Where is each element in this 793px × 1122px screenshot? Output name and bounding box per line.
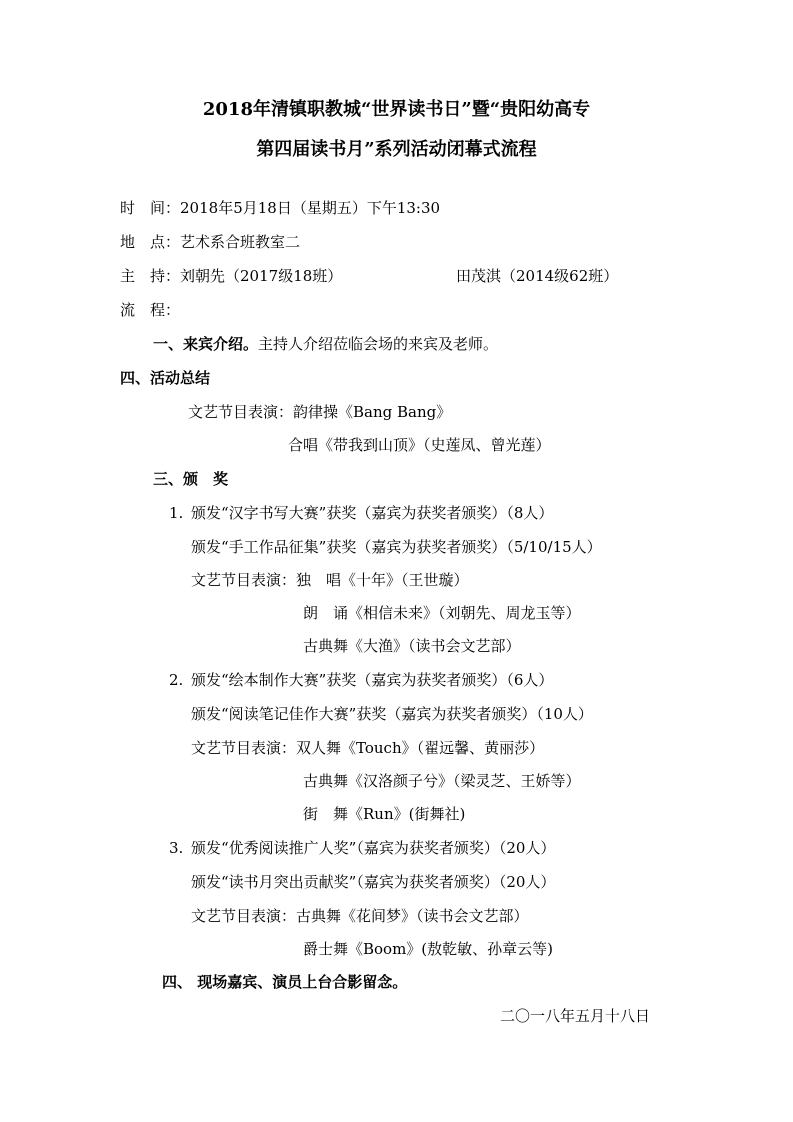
group-1-number: 1. <box>169 504 184 522</box>
host-1: 刘朝先（2017级18班） <box>180 267 343 285</box>
section-2-heading: 四、活动总结 <box>120 369 211 387</box>
time-row <box>120 198 440 218</box>
group-2-performance-1: 双人舞《Touch》（翟远馨、黄丽莎） <box>296 739 545 757</box>
time-value: 2018年5月18日（星期五）下午13:30 <box>180 199 441 217</box>
group-1-performance-1: 独 唱《十年》（王世璇） <box>296 571 469 589</box>
host-row <box>120 266 342 286</box>
section-1-text: 主持人介绍莅临会场的来宾及老师。 <box>258 335 499 353</box>
place-row <box>120 232 300 252</box>
section-2-performance-1: 文艺节目表演：韵律操《Bang Bang》 <box>188 403 452 421</box>
group-1-performance-row <box>191 570 469 590</box>
flow-label: 流 程： <box>120 301 181 319</box>
section-guest-intro <box>153 334 498 354</box>
section-2-performance-2: 合唱《带我到山顶》（史莲凤、曾光莲） <box>288 436 551 454</box>
group-3-performance-2: 爵士舞《Boom》(敖乾敏、孙章云等) <box>303 940 554 958</box>
host-label: 主 持： <box>120 267 181 285</box>
group-2-performance-2: 古典舞《汉洛颜子兮》（梁灵芝、王娇等） <box>303 772 581 790</box>
section-1-heading: 一、来宾介绍。 <box>153 335 259 353</box>
group-2-award-2: 颁发“阅读笔记佳作大赛”获奖（嘉宾为获奖者颁奖）（10人） <box>191 705 593 723</box>
group-2-performance-label: 文艺节目表演： <box>191 739 297 757</box>
group-3-performance-row <box>191 906 529 926</box>
document-date: 二〇一八年五月十八日 <box>500 1007 651 1025</box>
place-label: 地 点： <box>120 233 181 251</box>
group-2-number: 2. <box>169 671 184 689</box>
group-3-performance-1: 古典舞《花间梦》（读书会文艺部） <box>296 907 529 925</box>
time-label: 时 间： <box>120 199 181 217</box>
group-3-number: 3. <box>169 839 184 857</box>
group-1-performance-2: 朗 诵《相信未来》（刘朝先、周龙玉等） <box>303 604 581 622</box>
document-title-line-1: 2018年清镇职教城“世界读书日”暨“贵阳幼高专 <box>202 99 591 120</box>
group-3-award-2: 颁发“读书月突出贡献奖”（嘉宾为获奖者颁奖）（20人） <box>191 873 556 891</box>
group-1-performance-3: 古典舞《大渔》（读书会文艺部） <box>303 637 521 655</box>
group-1-award-1: 颁发“汉字书写大赛”获奖（嘉宾为获奖者颁奖）（8人） <box>191 504 554 522</box>
group-3-performance-label: 文艺节目表演： <box>191 907 297 925</box>
group-3-award-1: 颁发“优秀阅读推广人奖”（嘉宾为获奖者颁奖）（20人） <box>191 839 556 857</box>
place-value: 艺术系合班教室二 <box>180 233 301 251</box>
group-2-award-1: 颁发“绘本制作大赛”获奖（嘉宾为获奖者颁奖）（6人） <box>191 671 554 689</box>
section-4-heading: 四、 现场嘉宾、演员上台合影留念。 <box>162 973 408 991</box>
group-2-performance-3: 街 舞《Run》(街舞社) <box>303 805 466 823</box>
group-2-performance-row <box>191 738 544 758</box>
host-2: 田茂淇（2014级62班） <box>456 267 619 285</box>
group-1-performance-label: 文艺节目表演： <box>191 571 297 589</box>
group-1-award-2: 颁发“手工作品征集”获奖（嘉宾为获奖者颁奖）（5/10/15人） <box>191 538 602 556</box>
document-title-line-2: 第四届读书月”系列活动闭幕式流程 <box>256 139 537 160</box>
section-3-heading: 三、颁 奖 <box>153 470 229 488</box>
